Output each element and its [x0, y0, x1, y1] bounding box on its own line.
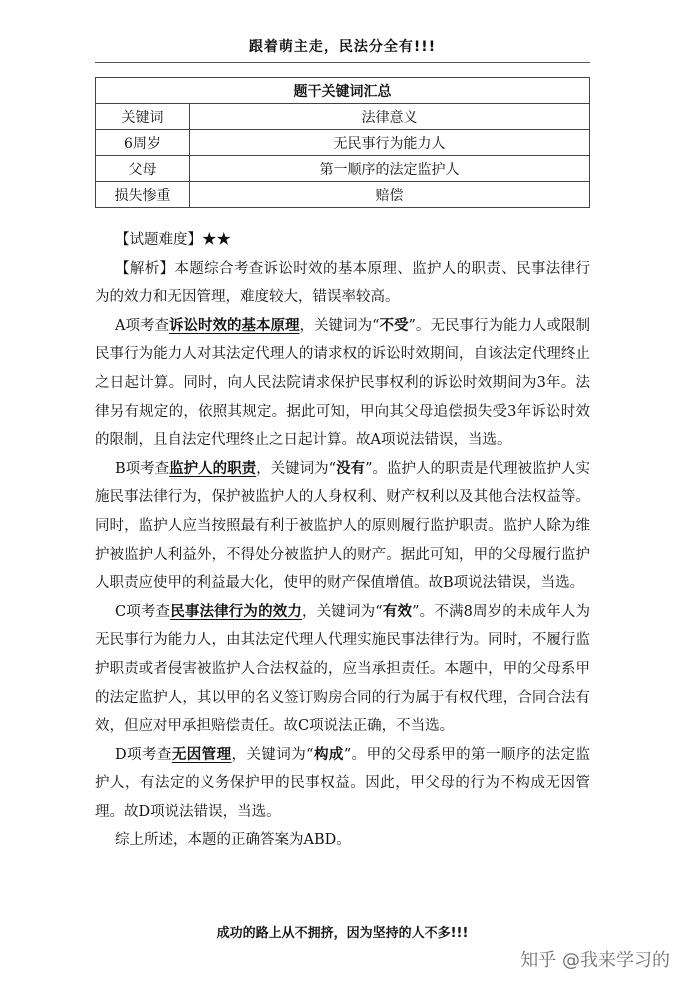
option-b-prefix: B项考查: [115, 460, 170, 477]
option-a-keyword: 不受: [379, 316, 409, 334]
option-d-mid: ，关键词为“: [231, 746, 314, 763]
column-header-meaning: 法律意义: [190, 104, 590, 130]
analysis-intro: 【解析】本题综合考查诉讼时效的基本原理、监护人的职责、民事法律行为的效力和无因管理，难度较大，错误率较高。: [95, 260, 590, 306]
table-cell-keyword: 损失惨重: [96, 182, 190, 208]
option-b-text: ”。监护人的职责是代理被监护人实施民事法律行为，保护被监护人的人身权利、财产权利以及其他合法权益等。同时，监护人应当按照最有利于被监护人的原则履行监护职责。监护人除为维护被监护人利益外，不得处分被监护人的财产。据此可知，甲的父母履行监护人职责应使甲的利益最大化，使甲的财产保值增值。故B项说法错误，当选。: [95, 460, 590, 592]
table-row: [96, 156, 590, 182]
option-d-text: ”。甲的父母系甲的第一顺序的法定监护人，有法定的义务保护甲的民事权益。因此，甲父母的行为不构成无因管理。故D项说法错误，当选。: [95, 746, 591, 820]
option-c-paragraph: [95, 598, 590, 741]
option-a-topic: 诉讼时效的基本原理: [169, 316, 300, 334]
page-header: 跟着萌主走，民法分全有!!!: [248, 39, 437, 55]
option-c-prefix: C项考查: [115, 603, 171, 620]
table-cell-meaning: 第一顺序的法定监护人: [190, 156, 590, 182]
header-divider: [95, 62, 590, 63]
table-cell-keyword: 6周岁: [96, 130, 190, 156]
table-row: [96, 130, 590, 156]
summary-line: 综上所述，本题的正确答案为ABD。: [115, 832, 351, 849]
option-a-text: ”。无民事行为能力人或限制民事行为能力人对其法定代理人的请求权的诉讼时效期间，自该法定代理终止之日起计算。同时，向人民法院请求保护民事权利的诉讼时效期间为3年。法律另有规定的，依照其规定。据此可知，甲向其父母追偿损失受3年诉讼时效的限制，且自法定代理终止之日起计算。故A项说法错误，当选。: [95, 317, 590, 449]
table-row: [96, 182, 590, 208]
keyword-table: [95, 77, 590, 208]
option-c-text: ”。不满8周岁的未成年人为无民事行为能力人，由其法定代理人代理实施民事法律行为。同时，不履行监护职责或者侵害被监护人合法权益的，应当承担责任。本题中，甲的父母系甲的法定监护人，其以甲的名义签订购房合同的行为属于有权代理，合同合法有效，但应对甲承担赔偿责任。故C项说法正确，不当选。: [95, 603, 591, 735]
page-footer: 成功的路上从不拥挤，因为坚持的人不多!!!: [216, 926, 469, 941]
option-c-keyword: 有效: [382, 602, 413, 620]
option-a-prefix: A项考查: [115, 317, 169, 334]
table-cell-keyword: 父母: [96, 156, 190, 182]
analysis-body: [95, 226, 590, 855]
table-title: 题干关键词汇总: [96, 78, 590, 104]
option-a-paragraph: [95, 312, 590, 455]
difficulty-stars: ★★: [202, 232, 231, 248]
table-cell-meaning: 无民事行为能力人: [190, 130, 590, 156]
option-d-topic: 无因管理: [171, 745, 232, 763]
table-header-row: [96, 104, 590, 130]
zhihu-watermark: 知乎 @我来学习的: [520, 950, 670, 971]
option-b-paragraph: [95, 455, 590, 598]
option-c-topic: 民事法律行为的效力: [170, 602, 303, 620]
option-b-topic: 监护人的职责: [169, 459, 257, 477]
difficulty-label: 【试题难度】: [115, 232, 202, 248]
table-cell-meaning: 赔偿: [190, 182, 590, 208]
option-d-keyword: 构成: [313, 745, 344, 763]
table-title-row: [96, 78, 590, 104]
option-d-prefix: D项考查: [115, 746, 172, 763]
option-d-paragraph: [95, 741, 590, 827]
difficulty-line: [95, 226, 590, 255]
option-a-mid: ，关键词为“: [299, 317, 380, 334]
column-header-keyword: 关键词: [96, 104, 190, 130]
option-c-mid: ，关键词为“: [302, 603, 383, 620]
option-b-keyword: 没有: [336, 459, 366, 477]
option-b-mid: ，关键词为“: [256, 460, 337, 477]
